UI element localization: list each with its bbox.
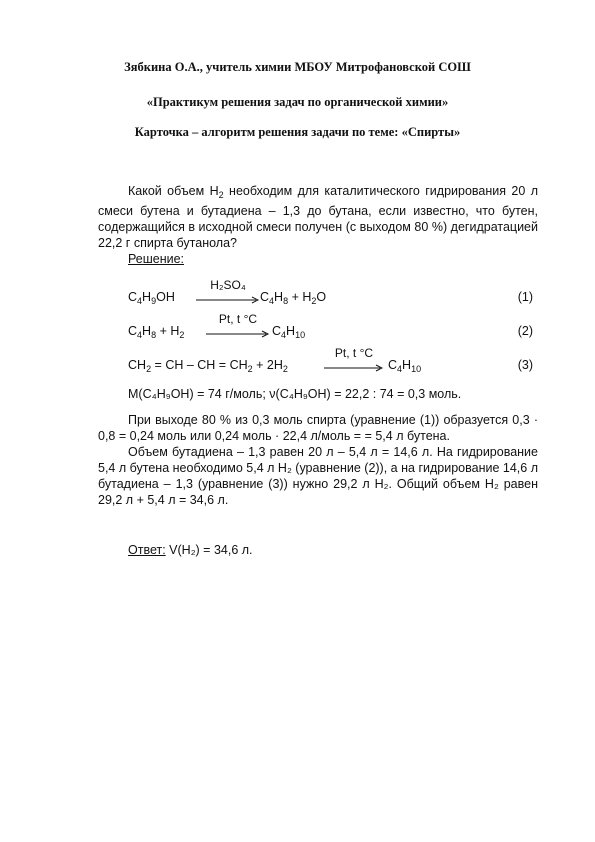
answer xyxy=(128,543,253,557)
reaction-arrow: Pt, t °C xyxy=(324,352,384,376)
equation-2: $C_4H_8 + H_2$ Pt, t °C $C_4H_{10}$ (2) xyxy=(128,312,533,340)
reaction-arrow: H₂SO₄ xyxy=(196,284,260,308)
equation-1: $C_4H_9OH$ H₂SO₄ $C_4H_8 + H_2O$ (1) xyxy=(128,278,533,306)
equation-3: $CH_2$ = CH – CH = $CH_2 + 2H_2$ Pt, t °C $C_4H_{10}$ (3) xyxy=(128,346,533,374)
equation-number: (3) xyxy=(517,358,533,372)
equation-number: (1) xyxy=(517,290,533,304)
solution-body xyxy=(98,412,538,508)
solution-paragraph-1: При выходе 80 % из 0,3 моль спирта (уравнение (1)) образуется 0,3 · 0,8 = 0,24 моль или 0,24 моль · 22,4 л/моль = = 5,4 л бутена. xyxy=(98,413,538,443)
solution-label: Решение: xyxy=(128,252,185,266)
molar-calculation: M(C₄H₉OH) = 74 г/моль; ν(C₄H₉OH) = 22,2 : 74 = 0,3 моль. xyxy=(128,387,462,401)
solution-paragraph-2: Объем бутадиена – 1,3 равен 20 л – 5,4 л = 14,6 л. На гидрирование 5,4 л бутена необходимо 5,4 л H₂ (уравнение (2)), а на гидрирование 14,6 л бутадиена – 1,3 (уравнение (3)) нужно 29,2 л H₂. Общий объем H₂ равен 29,2 л + 5,4 л = 34,6 л. xyxy=(98,445,538,507)
answer-value: V(H₂) = 34,6 л. xyxy=(165,543,253,557)
answer-label: Ответ: xyxy=(128,543,166,557)
equation-number: (2) xyxy=(517,324,533,338)
reaction-arrow: Pt, t °C xyxy=(206,318,270,342)
workshop-title: «Практикум решения задач по органической химии» xyxy=(146,95,449,109)
author-line: Зябкина О.А., учитель химии МБОУ Митрофановской СОШ xyxy=(124,60,471,74)
card-title: Карточка – алгоритм решения задачи по теме: «Спирты» xyxy=(134,125,461,139)
problem-statement: Какой объем $H_2$ необходим для каталитического гидрирования 20 л смеси бутена и бутадиена – 1,3 до бутана, если известно, что бутен, содержащийся в исходной смеси получен (с выходом 80 %) дегидратацией 22,2 г спирта бутанола? xyxy=(98,184,538,250)
